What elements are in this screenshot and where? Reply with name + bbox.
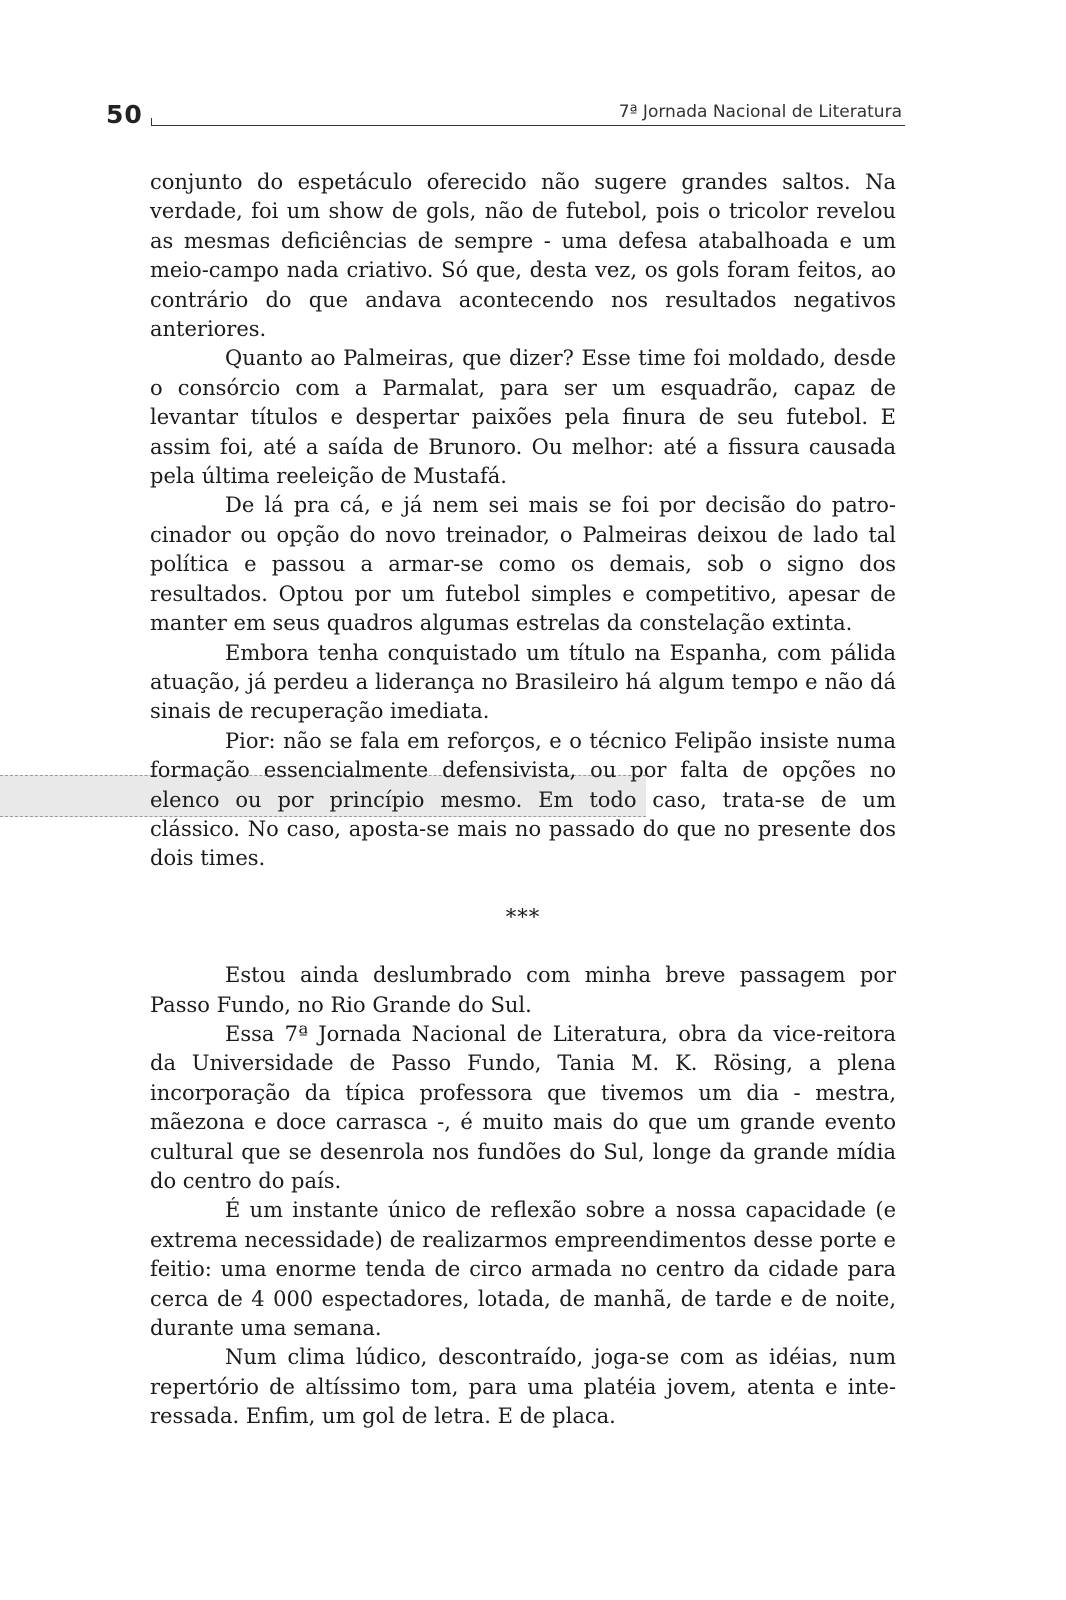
- paragraph: Estou ainda deslumbrado com minha breve passagem por Passo Fundo, no Rio Grande do Sul.: [150, 963, 896, 1017]
- body-text: [150, 168, 896, 1432]
- paragraph: Pior: não se fala em reforços, e o técnico Felipão insiste numa formação essencialmente defensivista, ou por falta de opções no elenco ou por princípio mesmo. Em todo caso, trata-se de um clássico. No caso, aposta-se mais no passado do que no presente dos dois times.: [150, 728, 896, 871]
- paragraph: É um instante único de reflexão sobre a nossa capacidade (e extrema necessidade) de realizarmos empreendimentos desse porte e feitio: uma enorme tenda de circo armada no centro da cidade para cerca de 4 000 espectadores, lotada, de manhã, de tarde e de noite, durante uma semana.: [150, 1198, 896, 1341]
- paragraph: De lá pra cá, e já nem sei mais se foi por decisão do patrocinador ou opção do novo treinador, o Palmeiras deixou de lado tal política e passou a armar-se como os demais, sob o signo dos resultados. Optou por um futebol simples e competitivo, apesar de manter em seus quadros algumas estrelas da constelação extinta.: [150, 493, 896, 636]
- paragraph: Embora tenha conquistado um título na Espanha, com pálida atuação, já perdeu a liderança no Brasileiro há algum tempo e não dá sinais de recuperação imediata.: [150, 640, 896, 724]
- section-separator: ***: [505, 904, 541, 929]
- paragraph: Quanto ao Palmeiras, que dizer? Esse time foi moldado, desde o consórcio com a Parmalat, para ser um esquadrão, capaz de levantar títulos e despertar paixões pela finura de seu futebol. E assim foi, até a saída de Brunoro. Ou melhor: até a fissura causada pela última reeleição de Mustafá.: [150, 346, 896, 489]
- paragraph: conjunto do espetáculo oferecido não sugere grandes saltos. Na verdade, foi um show de gols, não de futebol, pois o tricolor revelou as mesmas deficiências de sempre - uma defesa atabalhoada e um meio-campo nada criativo. Só que, desta vez, os gols foram feitos, ao contrário do que andava acontecendo nos resultados negativos anteriores.: [150, 170, 896, 342]
- page-number: 50: [106, 100, 143, 129]
- header-rule: [151, 125, 905, 126]
- paragraph: Essa 7ª Jornada Nacional de Literatura, obra da vice-reitora da Universidade de Passo Fundo, Tania M. K. Rösing, a plena incorporação da típica professora que tivemos um dia - mestra, mãezona e doce carrasca -, é muito mais do que um grande evento cultural que se desenrola nos fundões do Sul, longe da grande mídia do centro do país.: [150, 1021, 896, 1193]
- running-header-title: 7ª Jornada Nacional de Literatura: [618, 102, 902, 122]
- paragraph: Num clima lúdico, descontraído, joga-se com as idéias, num repertório de altíssimo tom, para uma platéia jovem, atenta e interessada. Enfim, um gol de letra. E de placa.: [150, 1345, 896, 1429]
